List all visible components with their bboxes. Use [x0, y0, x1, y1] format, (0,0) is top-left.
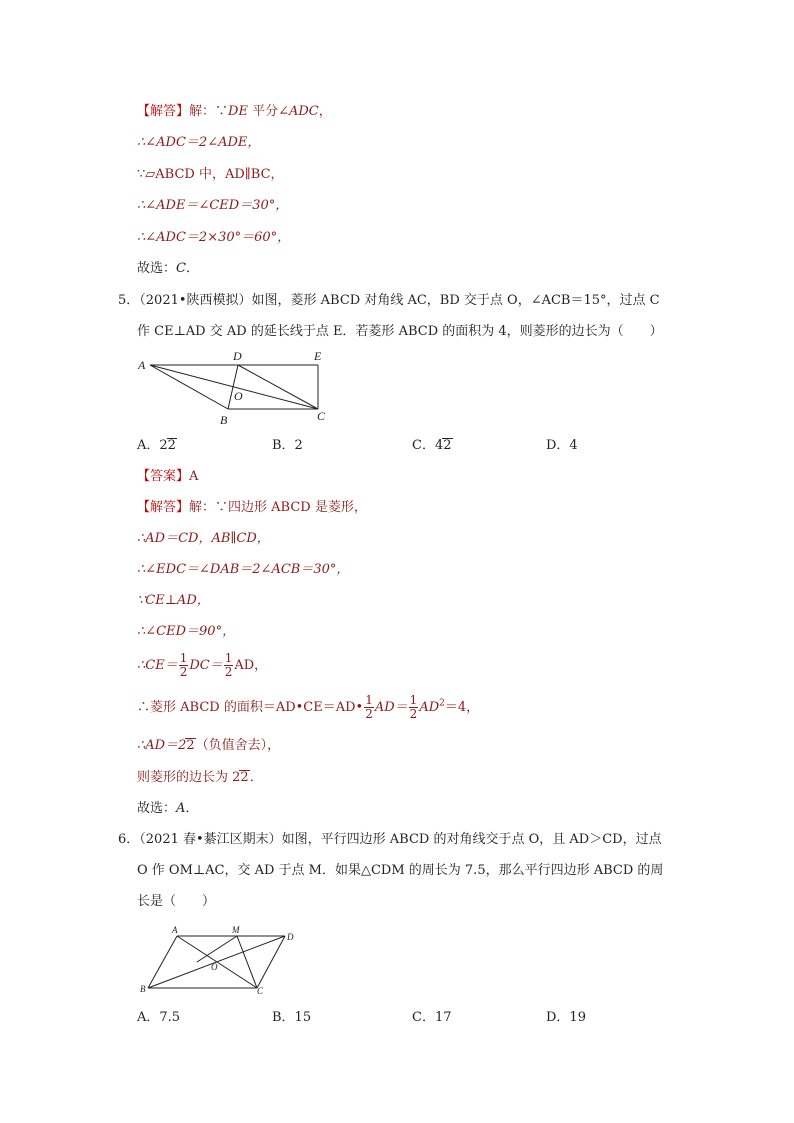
q4-solution-line-3: ∵▱ABCD 中，AD∥BC， — [137, 167, 284, 182]
q5-solution-line-10: 故选：A． — [137, 801, 199, 816]
q5-label-O: O — [234, 389, 243, 403]
q6-parallelogram-figure — [135, 922, 305, 997]
q4-solution-line-4: ∴∠ADE＝∠CED＝30°， — [137, 198, 289, 213]
q5-solution-line-8: ∴AD＝22（负值舍去）， — [137, 738, 281, 753]
q5-answer: 【答案】A — [137, 469, 199, 484]
q5-solution-line-2: ∴AD＝CD，AB∥CD， — [137, 531, 270, 546]
q6-stem-line-3: 长是（ ） — [137, 894, 216, 909]
solution-head: 【解答】 — [137, 104, 190, 119]
q5-solution-line-3: ∴∠EDC＝∠DAB＝2∠ACB＝30°， — [137, 562, 350, 577]
q5-label-B: B — [220, 413, 228, 427]
q6-choice-d[interactable]: D．19 — [546, 1010, 586, 1025]
q6-label-C: C — [257, 986, 264, 996]
q6-label-O: O — [211, 962, 218, 972]
q5-choice-d[interactable]: D．4 — [546, 438, 578, 453]
q5-solution-line-5: ∴∠CED＝90°， — [137, 624, 236, 639]
q5-solution-line-1: 【解答】解：∵四边形 ABCD 是菱形， — [137, 500, 367, 515]
q6-choice-c[interactable]: C．17 — [412, 1010, 452, 1025]
fraction-half: $\frac{1}{2}$ — [224, 651, 233, 679]
q5-choice-a[interactable]: A．22 — [137, 438, 176, 453]
q4-solution-line-6: 故选：C． — [137, 261, 199, 276]
q6-label-D: D — [287, 932, 294, 942]
q5-choice-b[interactable]: B．2 — [272, 438, 303, 453]
q5-label-E: E — [314, 349, 322, 363]
q5-solution-line-9: 则菱形的边长为 22． — [137, 770, 263, 785]
q5-label-A: A — [138, 358, 146, 372]
q5-stem-line-2: 作 CE⊥AD 交 AD 的延长线于点 E．若菱形 ABCD 的面积为 4，则菱形的边长为（ ） — [137, 324, 663, 339]
fraction-half: $\frac{1}{2}$ — [365, 693, 373, 721]
q6-label-B: B — [140, 984, 146, 994]
q6-choice-b[interactable]: B．15 — [272, 1010, 312, 1025]
q5-choice-c[interactable]: C．42 — [412, 438, 452, 453]
q4-solution-line-2: ∴∠ADC＝2∠ADE， — [137, 135, 261, 150]
q5-solution-line-6: ∴CE＝ $\frac{1}{2}$ DC＝ $\frac{1}{2}$ AD， — [137, 651, 268, 679]
q4-solution-line-1: 【解答】解：∵DE 平分∠ADC， — [137, 104, 332, 119]
q5-rhombus-figure — [130, 345, 340, 430]
q5-solution-line-7: ∴菱形 ABCD 的面积＝AD•CE＝AD• $\frac{1}{2}$ AD＝ $\frac{1}{2}$ $AD^2=4$， — [137, 693, 480, 721]
q6-stem-line-2: O 作 OM⊥AC，交 AD 于点 M．如果△CDM 的周长为 7.5，那么平行四边形 ABCD 的周 — [137, 863, 664, 878]
fraction-half: $\frac{1}{2}$ — [409, 693, 418, 721]
q5-label-C: C — [317, 409, 326, 423]
fraction-half: $\frac{1}{2}$ — [179, 651, 188, 679]
q5-stem-line-1: 5．（2021•陕西模拟）如图，菱形 ABCD 对角线 AC，BD 交于点 O，∠ACB＝15°，过点 C — [118, 293, 660, 308]
q6-label-A: A — [172, 925, 178, 935]
q5-solution-line-4: ∵CE⊥AD， — [137, 593, 210, 608]
q4-solution-line-5: ∴∠ADC＝2×30°＝60°， — [137, 230, 291, 245]
q6-stem-line-1: 6．（2021 春•綦江区期末）如图，平行四边形 ABCD 的对角线交于点 O，且 AD＞CD，过点 — [118, 832, 662, 847]
q6-label-M: M — [232, 925, 240, 935]
q6-choice-a[interactable]: A．7.5 — [137, 1010, 181, 1025]
q5-label-D: D — [233, 349, 242, 363]
